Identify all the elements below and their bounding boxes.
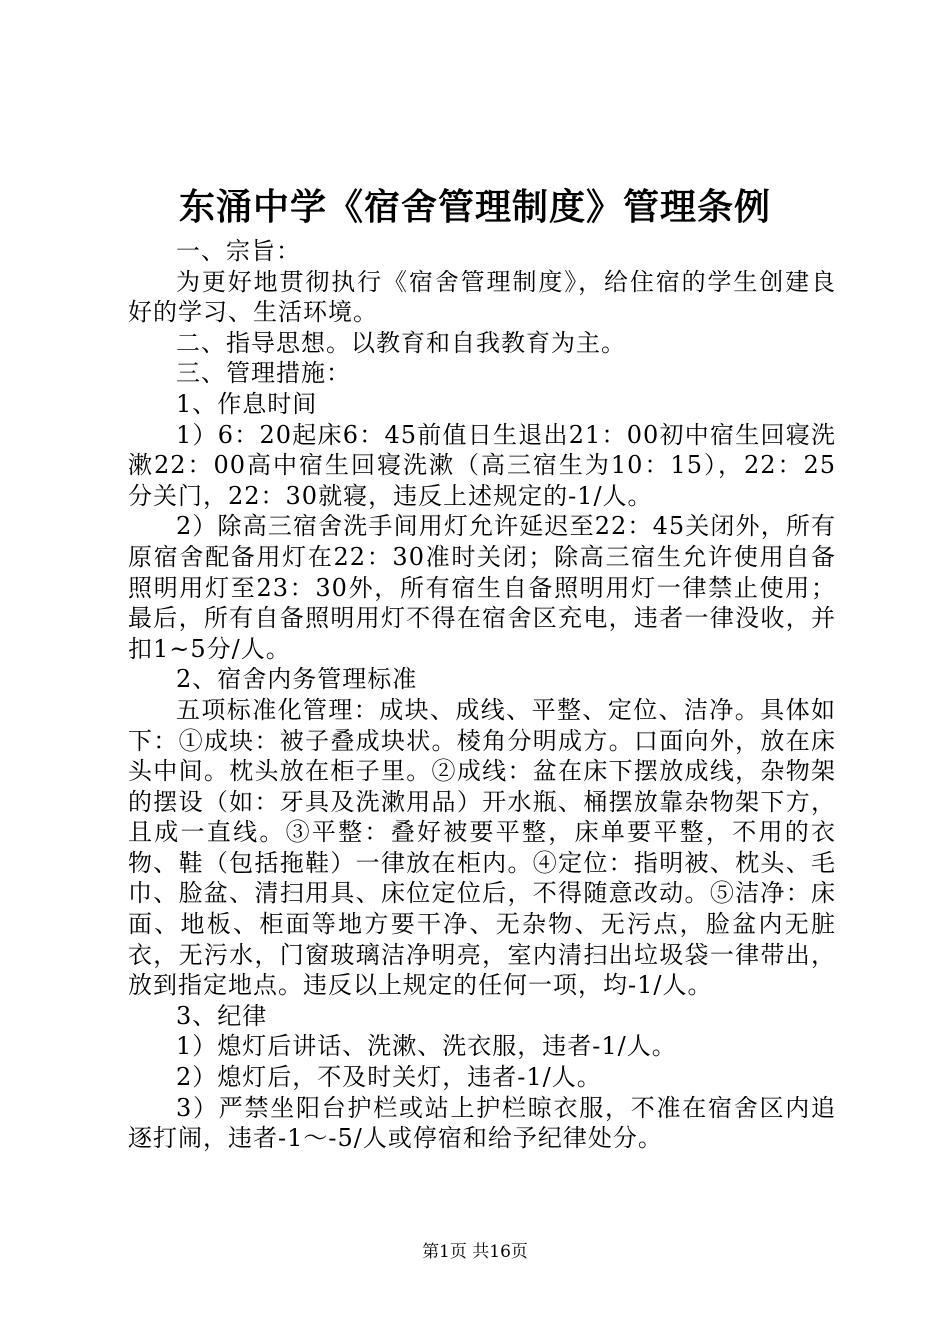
- document-title: 东涌中学《宿舍管理制度》管理条例: [178, 187, 771, 228]
- paragraph-discipline-3: 3）严禁坐阳台护栏或站上护栏晾衣服，不准在宿舍区内追逐打闹，违者-1～-5/人或停宿和给予纪律处分。: [128, 1093, 836, 1153]
- section-heading-guiding-idea: 二、指导思想。以教育和自我教育为主。: [176, 328, 626, 357]
- paragraph-discipline-2: 2）熄灯后，不及时关灯，违者-1/人。: [176, 1063, 602, 1092]
- document-body: [128, 236, 836, 1154]
- paragraph-housekeeping: 五项标准化管理：成块、成线、平整、定位、洁净。具体如下：①成块：被子叠成块状。棱角分明成方。口面向外，放在床头中间。枕头放在柜子里。②成线：盆在床下摆放成线，杂物架的摆设（如：牙具及洗漱用品）开水瓶、桶摆放靠杂物架下方，且成一直线。③平整：叠好被要平整，床单要平整，不用的衣物、鞋（包括拖鞋）一律放在柜内。④定位：指明被、枕头、毛巾、脸盆、清扫用具、床位定位后，不得随意改动。⑤洁净：床面、地板、柜面等地方要干净、无杂物、无污点，脸盆内无脏衣，无污水，门窗玻璃洁净明亮，室内清扫出垃圾袋一律带出，放到指定地点。违反以上规定的任何一项，均-1/人。: [128, 695, 836, 1000]
- subheading-schedule: 1、作息时间: [176, 389, 318, 418]
- page-footer: 第1页 共16页: [422, 1242, 528, 1262]
- paragraph-purpose: 为更好地贯彻执行《宿舍管理制度》，给住宿的学生创建良好的学习、生活环境。: [128, 267, 836, 327]
- paragraph-schedule-2: 2）除高三宿舍洗手间用灯允许延迟至22：45关闭外，所有原宿舍配备用灯在22：30准时关闭；除高三宿生允许使用自备照明用灯至23：30外，所有宿生自备照明用灯一律禁止使用；最后，所有自备照明用灯不得在宿舍区充电，违者一律没收，并扣1~5分/人。: [128, 512, 836, 663]
- section-heading-purpose: 一、宗旨：: [176, 237, 301, 265]
- section-heading-measures: 三、管理措施：: [176, 359, 351, 388]
- paragraph-discipline-1: 1）熄灯后讲话、洗漱、洗衣服，违者-1/人。: [176, 1032, 677, 1061]
- paragraph-schedule-1: 1）6：20起床6：45前值日生退出21：00初中宿生回寝洗漱22：00高中宿生回寝洗漱（高三宿生为10：15），22：25分关门，22：30就寝，违反上述规定的-1/人。: [128, 420, 836, 510]
- subheading-housekeeping: 2、宿舍内务管理标准: [176, 665, 418, 694]
- subheading-discipline: 3、纪律: [176, 1001, 268, 1030]
